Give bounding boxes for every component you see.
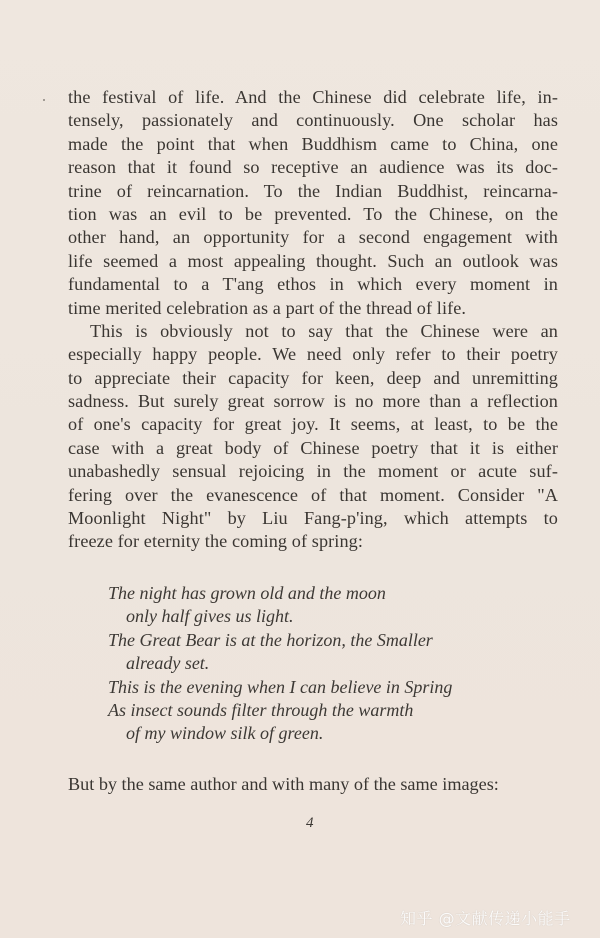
text-line: freeze for eternity the coming of spring: [68,531,363,552]
text-line: reason that it found so receptive an audience was its doc- [68,157,558,178]
poem-line: only half gives us light. [126,606,294,627]
paragraph-2 [68,320,558,554]
text-line: trine of reincarnation. To the Indian Buddhist, reincarna- [68,180,558,201]
text-line: tensely, passionately and continuously. One scholar has [68,110,558,131]
text-line: to appreciate their capacity for keen, deep and unremitting [68,367,558,388]
text-line: life seemed a most appealing thought. Such an outlook was [68,250,558,271]
page-number: 4 [306,815,314,831]
text-line: the festival of life. And the Chinese did celebrate life, in- [68,87,558,107]
poem-line: already set. [126,653,210,674]
closing-line: But by the same author and with many of the same images: [68,774,499,794]
poem-line: As insect sounds filter through the warmth [108,699,414,720]
text-line: made the point that when Buddhism came to China, one [68,133,558,154]
text-line: fering over the evanescence of that moment. Consider "A [68,484,558,505]
text-line: case with a great body of Chinese poetry that it is either [68,437,558,458]
poem-line: This is the evening when I can believe in Spring [108,676,453,697]
poem-line: The night has grown old and the moon [108,583,386,603]
poem-line: of my window silk of green. [126,723,324,744]
text-line: time merited celebration as a part of the thread of life. [68,297,467,318]
watermark: 知乎 @文献传递小能手 [400,909,571,928]
text-line: Moonlight Night" by Liu Fang-p'ing, which attempts to [68,508,558,529]
paragraph-1 [68,86,558,320]
scan-speck [43,99,45,101]
text-line: sadness. But surely great sorrow is no more than a reflection [68,391,558,412]
poem-line: The Great Bear is at the horizon, the Smaller [108,629,433,650]
text-line: tion was an evil to be prevented. To the Chinese, on the [68,203,558,224]
text-line: other hand, an opportunity for a second engagement with [68,227,558,248]
text-line: This is obviously not to say that the Chinese were an [90,320,558,341]
poem-quote [108,582,452,746]
text-line: fundamental to a T'ang ethos in which every moment in [68,274,558,295]
body-text [68,86,558,554]
text-line: of one's capacity for great joy. It seems, at least, to be the [68,414,558,435]
text-line: unabashedly sensual rejoicing in the moment or acute suf- [68,461,558,482]
text-line: especially happy people. We need only refer to their poetry [68,344,558,365]
